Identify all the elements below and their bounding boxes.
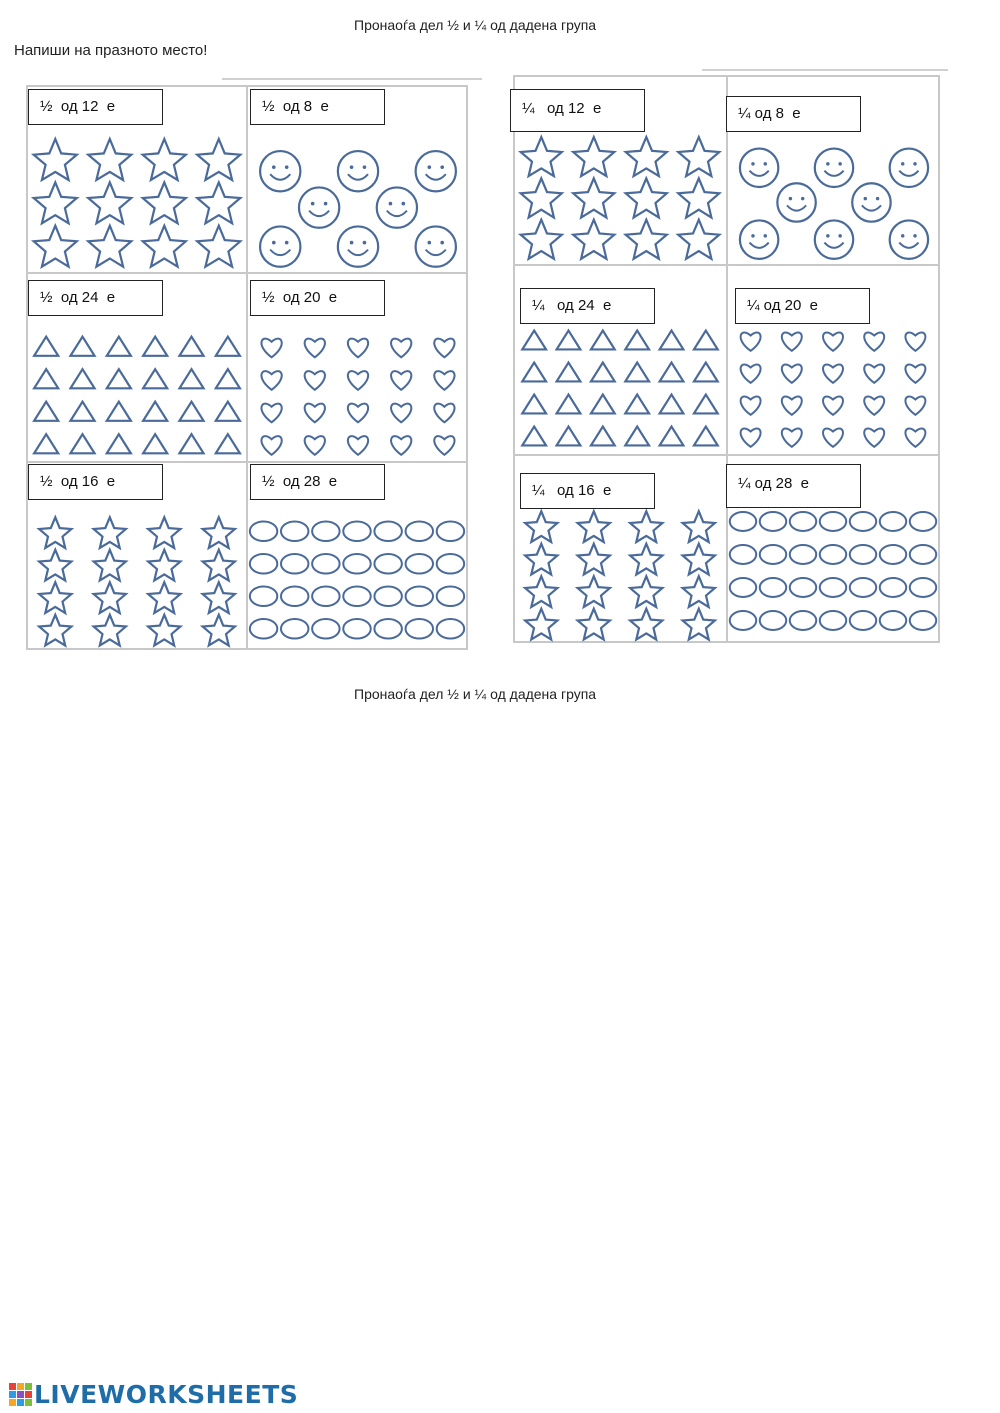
star-icon xyxy=(578,544,610,575)
triangle-icon xyxy=(179,369,203,388)
oval-icon xyxy=(760,611,786,630)
oval-icon xyxy=(910,611,936,630)
triangle-icon xyxy=(216,369,240,388)
heart-icon xyxy=(741,332,761,350)
half-of-20-answer-box[interactable]: ½ од 20 е xyxy=(250,280,385,316)
star-icon xyxy=(630,576,662,607)
star-icon xyxy=(94,582,126,613)
divider-rule xyxy=(222,78,482,80)
oval-group xyxy=(248,515,466,645)
triangle-icon xyxy=(107,402,131,421)
triangle-icon xyxy=(694,363,718,382)
star-icon xyxy=(626,178,667,217)
grid-line xyxy=(26,272,468,274)
heart-icon xyxy=(864,428,884,446)
star-icon xyxy=(197,182,240,223)
heart-icon xyxy=(434,436,454,455)
star-icon xyxy=(197,139,240,180)
heart-icon xyxy=(741,396,761,414)
quarter-of-12-answer-box[interactable]: ¼ од 12 е xyxy=(510,89,645,132)
triangle-icon xyxy=(179,434,203,453)
smiley-icon xyxy=(740,220,778,258)
quarter-of-28-answer-box[interactable]: ¼ од 28 е xyxy=(726,464,861,508)
heart-icon xyxy=(741,428,761,446)
heart-icon xyxy=(905,396,925,414)
oval-icon xyxy=(760,578,786,597)
star-icon xyxy=(683,609,715,640)
smiley-icon xyxy=(377,187,417,227)
star-icon xyxy=(143,139,186,180)
star-icon xyxy=(203,582,235,613)
oval-icon xyxy=(880,578,906,597)
triangle-icon xyxy=(522,331,546,350)
star-icon xyxy=(525,511,557,542)
triangle-icon xyxy=(70,402,94,421)
triangle-icon xyxy=(34,402,58,421)
star-icon xyxy=(521,178,562,217)
star-icon xyxy=(39,582,71,613)
triangle-icon xyxy=(625,363,649,382)
smiley-icon xyxy=(815,149,853,187)
triangle-icon xyxy=(522,427,546,446)
triangle-icon xyxy=(107,337,131,356)
star-icon xyxy=(630,544,662,575)
triangle-icon xyxy=(591,427,615,446)
oval-icon xyxy=(790,578,816,597)
heart-icon xyxy=(823,428,843,446)
heart-icon xyxy=(864,364,884,382)
star-icon xyxy=(521,220,562,259)
triangle-icon xyxy=(660,395,684,414)
oval-icon xyxy=(406,521,433,541)
triangle-group xyxy=(28,330,246,460)
star-icon xyxy=(683,576,715,607)
star-icon xyxy=(94,517,126,548)
heart-icon xyxy=(305,436,325,455)
triangle-icon xyxy=(107,369,131,388)
oval-icon xyxy=(880,545,906,564)
oval-icon xyxy=(790,512,816,531)
triangle-icon xyxy=(625,331,649,350)
heart-group xyxy=(730,324,936,452)
star-icon xyxy=(678,178,719,217)
heart-icon xyxy=(261,404,281,423)
oval-icon xyxy=(760,545,786,564)
heart-icon xyxy=(348,339,368,358)
star-icon xyxy=(197,226,240,267)
heart-icon xyxy=(261,371,281,390)
oval-icon xyxy=(312,554,339,574)
triangle-icon xyxy=(34,369,58,388)
smiley-icon xyxy=(338,226,378,266)
oval-icon xyxy=(281,619,308,639)
heart-icon xyxy=(348,436,368,455)
triangle-icon xyxy=(143,369,167,388)
oval-icon xyxy=(850,512,876,531)
star-icon xyxy=(573,137,614,176)
half-of-12-answer-box[interactable]: ½ од 12 е xyxy=(28,89,163,125)
half-of-28-answer-box[interactable]: ½ од 28 е xyxy=(250,464,385,500)
oval-icon xyxy=(910,545,936,564)
oval-icon xyxy=(406,586,433,606)
smiley-icon xyxy=(740,149,778,187)
smiley-icon xyxy=(338,151,378,191)
star-group xyxy=(28,518,246,648)
oval-icon xyxy=(312,586,339,606)
oval-icon xyxy=(850,578,876,597)
heart-icon xyxy=(741,364,761,382)
instruction-text: Напиши на празното место! xyxy=(14,42,208,59)
triangle-icon xyxy=(591,331,615,350)
oval-icon xyxy=(312,521,339,541)
heart-icon xyxy=(905,428,925,446)
triangle-icon xyxy=(216,402,240,421)
star-icon xyxy=(34,182,77,223)
half-of-16-answer-box[interactable]: ½ од 16 е xyxy=(28,464,163,500)
triangle-icon xyxy=(70,434,94,453)
triangle-icon xyxy=(625,395,649,414)
oval-icon xyxy=(250,554,277,574)
heart-icon xyxy=(782,332,802,350)
oval-icon xyxy=(760,512,786,531)
triangle-icon xyxy=(143,337,167,356)
heart-icon xyxy=(391,339,411,358)
smiley-icon xyxy=(890,149,928,187)
heart-icon xyxy=(782,428,802,446)
heart-icon xyxy=(391,436,411,455)
half-of-24-answer-box[interactable]: ½ од 24 е xyxy=(28,280,163,316)
triangle-icon xyxy=(143,434,167,453)
star-icon xyxy=(143,226,186,267)
smiley-icon xyxy=(852,183,890,221)
oval-icon xyxy=(730,611,756,630)
star-icon xyxy=(88,226,131,267)
oval-icon xyxy=(820,512,846,531)
triangle-icon xyxy=(179,337,203,356)
divider-rule xyxy=(702,69,948,71)
triangle-icon xyxy=(34,434,58,453)
heart-icon xyxy=(823,332,843,350)
oval-icon xyxy=(790,611,816,630)
smiley-icon xyxy=(260,151,300,191)
star-icon xyxy=(626,220,667,259)
triangle-icon xyxy=(591,363,615,382)
star-icon xyxy=(683,511,715,542)
oval-icon xyxy=(820,611,846,630)
oval-icon xyxy=(250,521,277,541)
heart-icon xyxy=(261,339,281,358)
triangle-icon xyxy=(557,427,581,446)
star-icon xyxy=(143,182,186,223)
triangle-icon xyxy=(694,395,718,414)
oval-icon xyxy=(850,545,876,564)
smiley-icon xyxy=(890,220,928,258)
star-group xyxy=(515,138,725,262)
star-icon xyxy=(573,220,614,259)
oval-icon xyxy=(850,611,876,630)
page-title-bottom: Пронаоѓа дел ½ и ¼ од дадена група xyxy=(354,686,597,702)
star-icon xyxy=(148,582,180,613)
oval-icon xyxy=(437,521,464,541)
star-icon xyxy=(525,609,557,640)
oval-icon xyxy=(374,554,401,574)
triangle-icon xyxy=(660,363,684,382)
grid-line xyxy=(513,454,940,456)
star-icon xyxy=(573,178,614,217)
oval-icon xyxy=(343,521,370,541)
smiley-icon xyxy=(416,226,456,266)
smiley-group xyxy=(730,138,938,262)
star-icon xyxy=(39,615,71,646)
oval-icon xyxy=(437,619,464,639)
grid-line xyxy=(513,264,940,266)
liveworksheets-logo-icon xyxy=(8,1380,34,1410)
triangle-icon xyxy=(660,331,684,350)
triangle-icon xyxy=(522,395,546,414)
smiley-icon xyxy=(815,220,853,258)
triangle-icon xyxy=(557,331,581,350)
oval-group xyxy=(728,505,938,637)
heart-icon xyxy=(434,404,454,423)
star-icon xyxy=(88,139,131,180)
star-icon xyxy=(630,511,662,542)
oval-icon xyxy=(250,619,277,639)
heart-icon xyxy=(905,332,925,350)
oval-icon xyxy=(910,578,936,597)
star-icon xyxy=(683,544,715,575)
star-icon xyxy=(148,517,180,548)
page-title-top: Пронаоѓа дел ½ и ¼ од дадена група xyxy=(354,17,597,33)
triangle-icon xyxy=(216,337,240,356)
oval-icon xyxy=(730,578,756,597)
heart-group xyxy=(250,330,466,460)
star-group xyxy=(28,140,246,270)
heart-icon xyxy=(905,364,925,382)
smiley-group xyxy=(250,140,466,270)
smiley-icon xyxy=(416,151,456,191)
star-icon xyxy=(678,137,719,176)
oval-icon xyxy=(406,619,433,639)
oval-icon xyxy=(374,586,401,606)
grid-line xyxy=(26,461,468,463)
triangle-icon xyxy=(107,434,131,453)
oval-icon xyxy=(437,554,464,574)
star-icon xyxy=(88,182,131,223)
star-icon xyxy=(34,226,77,267)
heart-icon xyxy=(348,404,368,423)
star-group xyxy=(515,512,725,642)
triangle-icon xyxy=(70,337,94,356)
triangle-icon xyxy=(694,331,718,350)
star-icon xyxy=(148,615,180,646)
oval-icon xyxy=(880,512,906,531)
heart-icon xyxy=(782,396,802,414)
triangle-icon xyxy=(557,395,581,414)
star-icon xyxy=(678,220,719,259)
quarter-of-8-answer-box[interactable]: ¼ од 8 е xyxy=(726,96,861,132)
oval-icon xyxy=(343,586,370,606)
heart-icon xyxy=(391,371,411,390)
heart-icon xyxy=(864,332,884,350)
oval-icon xyxy=(312,619,339,639)
star-icon xyxy=(94,615,126,646)
smiley-icon xyxy=(777,183,815,221)
heart-icon xyxy=(305,404,325,423)
triangle-icon xyxy=(34,337,58,356)
star-icon xyxy=(203,550,235,581)
star-icon xyxy=(94,550,126,581)
triangle-icon xyxy=(143,402,167,421)
heart-icon xyxy=(348,371,368,390)
star-icon xyxy=(578,609,610,640)
triangle-group xyxy=(517,324,723,452)
star-icon xyxy=(39,517,71,548)
oval-icon xyxy=(374,521,401,541)
star-icon xyxy=(525,576,557,607)
smiley-icon xyxy=(260,226,300,266)
smiley-icon xyxy=(299,187,339,227)
heart-icon xyxy=(391,404,411,423)
oval-icon xyxy=(281,586,308,606)
oval-icon xyxy=(820,545,846,564)
heart-icon xyxy=(305,371,325,390)
heart-icon xyxy=(434,371,454,390)
heart-icon xyxy=(864,396,884,414)
quarter-of-24-answer-box[interactable]: ¼ од 24 е xyxy=(520,288,655,324)
triangle-icon xyxy=(522,363,546,382)
oval-icon xyxy=(820,578,846,597)
star-icon xyxy=(203,517,235,548)
triangle-icon xyxy=(557,363,581,382)
heart-icon xyxy=(782,364,802,382)
oval-icon xyxy=(343,619,370,639)
triangle-icon xyxy=(694,427,718,446)
oval-icon xyxy=(910,512,936,531)
liveworksheets-logo-text: LIVEWORKSHEETS xyxy=(34,1380,299,1409)
heart-icon xyxy=(434,339,454,358)
heart-icon xyxy=(305,339,325,358)
oval-icon xyxy=(281,521,308,541)
oval-icon xyxy=(880,611,906,630)
star-icon xyxy=(578,511,610,542)
star-icon xyxy=(39,550,71,581)
oval-icon xyxy=(250,586,277,606)
star-icon xyxy=(203,615,235,646)
oval-icon xyxy=(437,586,464,606)
star-icon xyxy=(525,544,557,575)
oval-icon xyxy=(730,512,756,531)
half-of-8-answer-box[interactable]: ½ од 8 е xyxy=(250,89,385,125)
heart-icon xyxy=(261,436,281,455)
triangle-icon xyxy=(625,427,649,446)
oval-icon xyxy=(281,554,308,574)
heart-icon xyxy=(823,396,843,414)
triangle-icon xyxy=(70,369,94,388)
heart-icon xyxy=(823,364,843,382)
star-icon xyxy=(521,137,562,176)
oval-icon xyxy=(343,554,370,574)
triangle-icon xyxy=(591,395,615,414)
oval-icon xyxy=(406,554,433,574)
star-icon xyxy=(148,550,180,581)
oval-icon xyxy=(790,545,816,564)
triangle-icon xyxy=(660,427,684,446)
triangle-icon xyxy=(179,402,203,421)
quarter-of-16-answer-box[interactable]: ¼ од 16 е xyxy=(520,473,655,509)
oval-icon xyxy=(730,545,756,564)
star-icon xyxy=(578,576,610,607)
oval-icon xyxy=(374,619,401,639)
star-icon xyxy=(626,137,667,176)
star-icon xyxy=(34,139,77,180)
star-icon xyxy=(630,609,662,640)
quarter-of-20-answer-box[interactable]: ¼ од 20 е xyxy=(735,288,870,324)
triangle-icon xyxy=(216,434,240,453)
